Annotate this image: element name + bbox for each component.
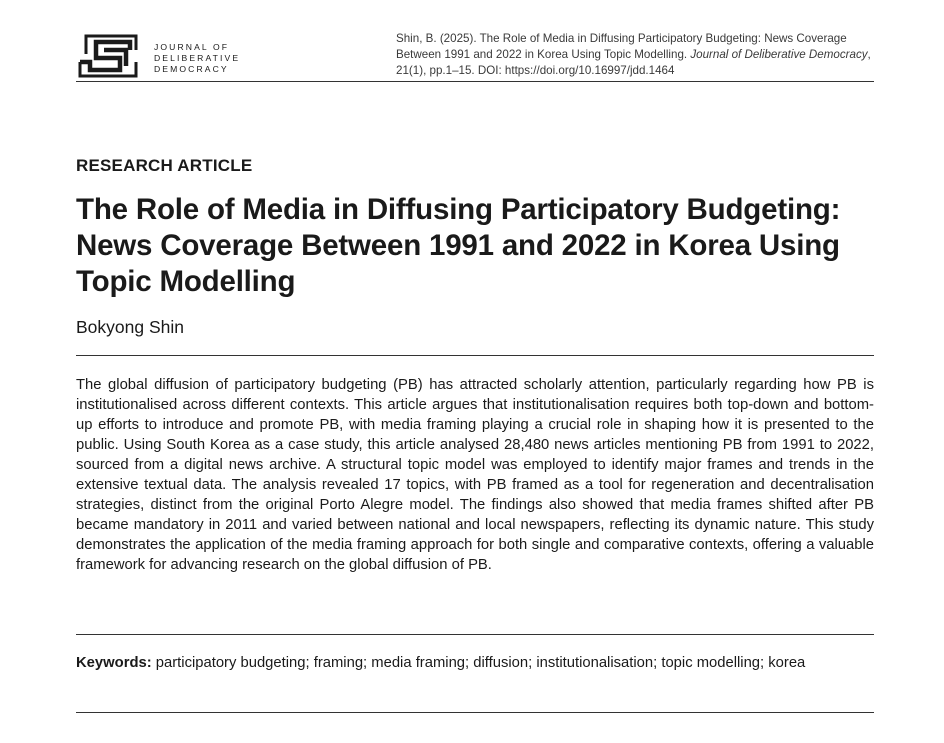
citation-journal: Journal of Deliberative Democracy: [690, 48, 868, 61]
abstract: The global diffusion of participatory budgeting (PB) has attracted scholarly attention, particularly regarding how PB is institutionalised across different contexts. This article argues that institutionalisation requires both top-down and bottom-up efforts to introduce and promote PB, with media framing playing a crucial role in shaping how it is presented to the public. Using South Korea as a case study, this article analysed 28,480 news articles mentioning PB from 1991 to 2022, sourced from a digital news archive. A structural topic model was employed to identify major frames and trends in the extensive textual data. The analysis revealed 17 topics, with PB framed as a tool for regeneration and decentralisation strategies, distinct from the original Porto Alegre model. The findings also showed that media frames shifted after PB became mandatory in 2011 and varied between national and local newspapers, reflecting its dynamic nature. This study demonstrates the application of the media framing approach for both single and comparative contexts, offering a valuable framework for advancing research on the global diffusion of PB.: [76, 377, 874, 573]
page-header: [76, 28, 874, 82]
keywords: [76, 653, 874, 673]
journal-name: [154, 42, 240, 75]
author-name[interactable]: Bokyong Shin: [76, 317, 184, 337]
article-title: [76, 192, 876, 300]
article-title-line: Topic Modelling: [76, 265, 296, 298]
keywords-label: Keywords:: [76, 655, 152, 671]
keywords-list: participatory budgeting; framing; media framing; diffusion; institutionalisation; topic modelling; korea: [155, 655, 806, 671]
journal-name-line: JOURNAL OF: [154, 42, 230, 52]
keywords-bottom-divider: [76, 712, 874, 713]
abstract-top-divider: [76, 355, 874, 356]
journal-logo-icon: [76, 32, 140, 78]
article-title-line: News Coverage Between 1991 and 2022 in Korea Using: [76, 229, 840, 262]
citation: [396, 31, 874, 79]
citation-details[interactable]: , 21(1), pp.1–15. DOI: https://doi.org/10.16997/jdd.1464: [396, 48, 871, 77]
header-divider: [76, 81, 874, 82]
journal-logo[interactable]: [76, 32, 316, 78]
journal-name-line: DELIBERATIVE: [154, 53, 241, 63]
keywords-top-divider: [76, 634, 874, 635]
article-type: RESEARCH ARTICLE: [76, 156, 253, 175]
journal-name-line: DEMOCRACY: [154, 64, 229, 74]
article-title-line: The Role of Media in Diffusing Participatory Budgeting:: [76, 193, 841, 226]
citation-text: Shin, B. (2025). The Role of Media in Diffusing Participatory Budgeting: News Coverage Between 1991 and 2022 in Korea Using Topic Modelling.: [396, 32, 847, 61]
